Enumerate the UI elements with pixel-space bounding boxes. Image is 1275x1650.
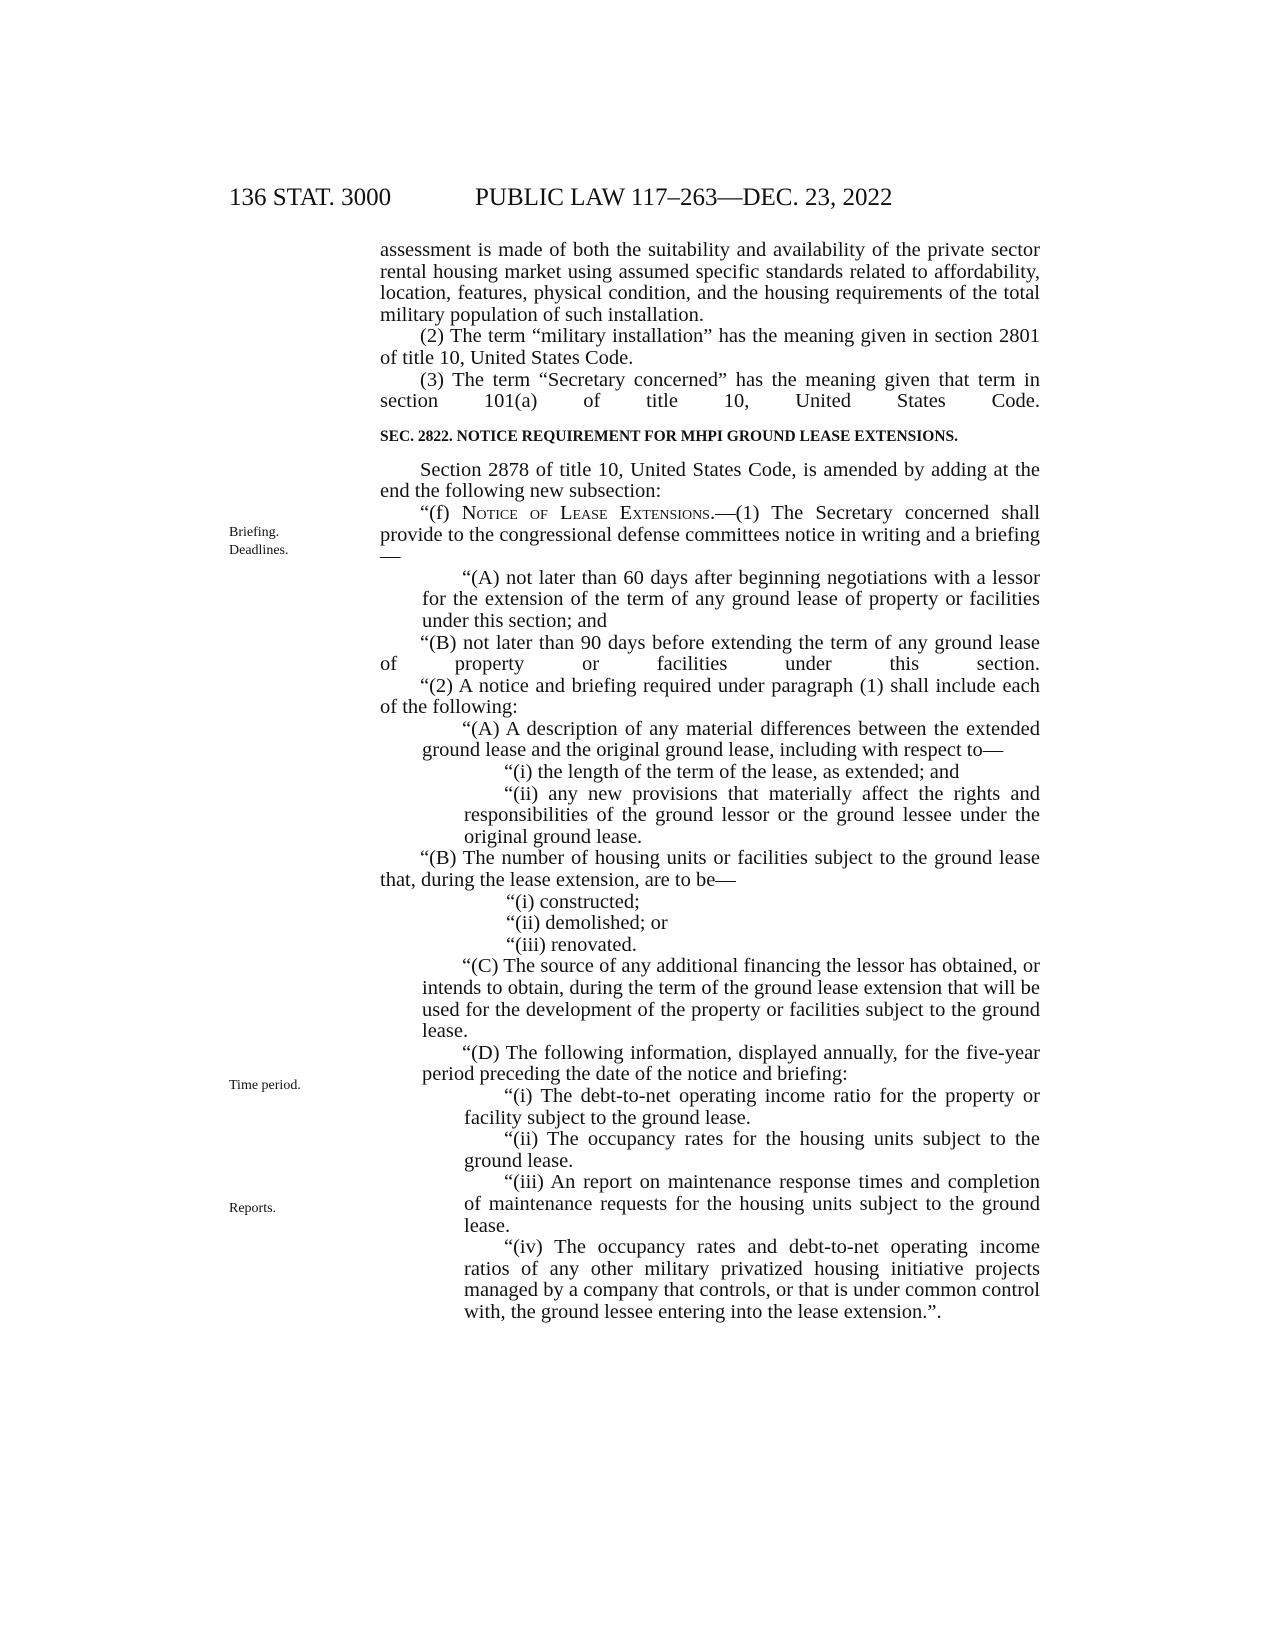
margin-note-deadlines-text: Deadlines.: [229, 543, 289, 558]
clause-f2D-ii: “(ii) The occupancy rates for the housing units subject to the ground lease.: [464, 1128, 1040, 1172]
clause-f2C: “(C) The source of any additional financing the lessor has obtained, or intends to obtain, during the term of the ground lease extension that will be used for the development of the property or facilities subject to the ground lease.: [422, 955, 1040, 1043]
margin-note-time-period: Time period.: [229, 1078, 301, 1093]
clause-f2B-i: “(i) constructed;: [506, 890, 640, 913]
subsection-f: [380, 503, 1040, 568]
section-heading: SEC. 2822. NOTICE REQUIREMENT FOR MHPI GROUND LEASE EXTENSIONS.: [380, 427, 959, 445]
paragraph-definition-3: (3) The term “Secretary concerned” has the meaning given that term in section 101(a) of title 10, United States Code.: [380, 368, 1040, 413]
clause-f2B: “(B) The number of housing units or facilities subject to the ground lease that, during the lease extension, are to be—: [380, 847, 1040, 892]
clause-f1A: “(A) not later than 60 days after beginning negotiations with a lessor for the extension of the term of any ground lease of property or facilities under this section; and: [422, 566, 1040, 632]
clause-f2D-iv: “(iv) The occupancy rates and debt-to-net operating income ratios of any other military privatized housing initiative projects managed by a company that controls, or that is under common control with, the ground lessee entering into the lease extension.”.: [464, 1236, 1040, 1323]
clause-f1B: “(B) not later than 90 days before extending the term of any ground lease of property or facilities under this section.: [380, 631, 1040, 676]
clause-f2D-i: “(i) The debt-to-net operating income ratio for the property or facility subject to the ground lease.: [464, 1084, 1040, 1129]
subsection-f-title: Notice of Lease Extensions: [461, 501, 710, 524]
margin-note-briefing: [229, 524, 288, 560]
margin-note-briefing-text: Briefing.: [229, 525, 280, 540]
clause-f2B-ii: “(ii) demolished; or: [506, 912, 668, 935]
paragraph-amendment: Section 2878 of title 10, United States Code, is amended by adding at the end the following new subsection:: [380, 458, 1040, 503]
paragraph-definition-2: (2) The term “military installation” has the meaning given in section 2801 of title 10, United States Code.: [380, 325, 1040, 369]
clause-f2D-iii: “(iii) An report on maintenance response times and completion of maintenance requests for the housing units subject to the ground lease.: [464, 1171, 1040, 1237]
clause-f2B-iii: “(iii) renovated.: [506, 933, 637, 956]
subsection-f-text: .—(1) The Secretary concerned shall provide to the congressional defense committees notice in writing and a briefing—: [380, 501, 1040, 568]
page-number: 136 STAT. 3000: [229, 184, 392, 211]
margin-note-reports: Reports.: [229, 1201, 277, 1216]
law-title: PUBLIC LAW 117–263—DEC. 23, 2022: [475, 184, 893, 211]
paragraph-assessment: assessment is made of both the suitability and availability of the private sector rental housing market using assumed specific standards related to affordability, location, features, physical condition, and the housing requirements of the total military population of such installation.: [380, 239, 1040, 326]
clause-f2A: “(A) A description of any material differences between the extended ground lease and the original ground lease, including with respect to—: [422, 717, 1040, 762]
clause-f2A-i: “(i) the length of the term of the lease, as extended; and: [504, 761, 960, 784]
statute-text-column: [380, 240, 1040, 1324]
clause-f2D: “(D) The following information, displayed annually, for the five-year period preceding the date of the notice and briefing:: [422, 1041, 1040, 1086]
clause-f2A-ii: “(ii) any new provisions that materially affect the rights and responsibilities of the ground lessor or the ground lessee under the original ground lease.: [464, 782, 1040, 848]
subsection-f-prefix: “(f): [420, 501, 462, 524]
paragraph-f2: “(2) A notice and briefing required under paragraph (1) shall include each of the following:: [380, 674, 1040, 719]
